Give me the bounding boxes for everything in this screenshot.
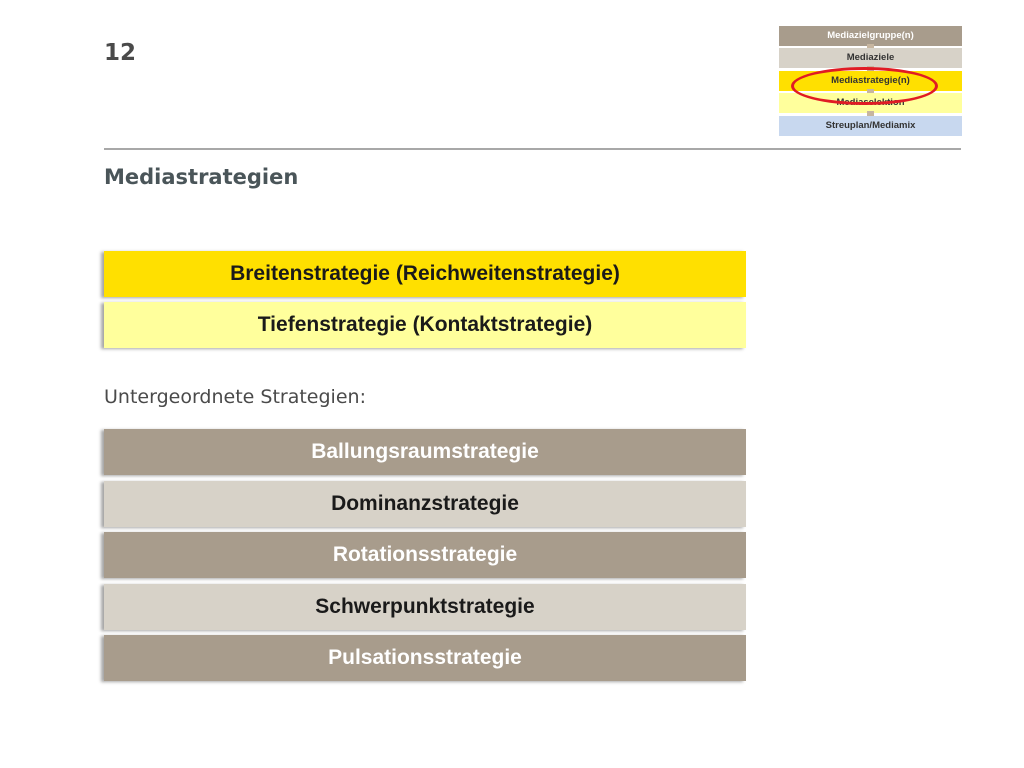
process-step: Mediastrategie(n) bbox=[779, 71, 962, 91]
subheading: Untergeordnete Strategien: bbox=[104, 386, 366, 408]
process-step: Mediaziele bbox=[779, 48, 962, 68]
main-strategy-box: Tiefenstrategie (Kontaktstrategie) bbox=[104, 302, 746, 348]
process-diagram bbox=[779, 26, 962, 137]
page-title: Mediastrategien bbox=[104, 165, 299, 189]
sub-strategy-box: Ballungsraumstrategie bbox=[104, 429, 746, 475]
process-step: Streuplan/Mediamix bbox=[779, 116, 962, 136]
process-step: Mediaselektion bbox=[779, 93, 962, 113]
sub-strategy-box: Pulsationsstrategie bbox=[104, 635, 746, 681]
process-step: Mediazielgruppe(n) bbox=[779, 26, 962, 46]
sub-strategy-box: Rotationsstrategie bbox=[104, 532, 746, 578]
sub-strategy-box: Schwerpunktstrategie bbox=[104, 584, 746, 630]
highlight-ellipse bbox=[791, 67, 938, 105]
main-strategy-box: Breitenstrategie (Reichweitenstrategie) bbox=[104, 251, 746, 297]
slide-number: 12 bbox=[104, 40, 137, 66]
sub-strategy-box: Dominanzstrategie bbox=[104, 481, 746, 527]
title-divider bbox=[104, 148, 961, 150]
